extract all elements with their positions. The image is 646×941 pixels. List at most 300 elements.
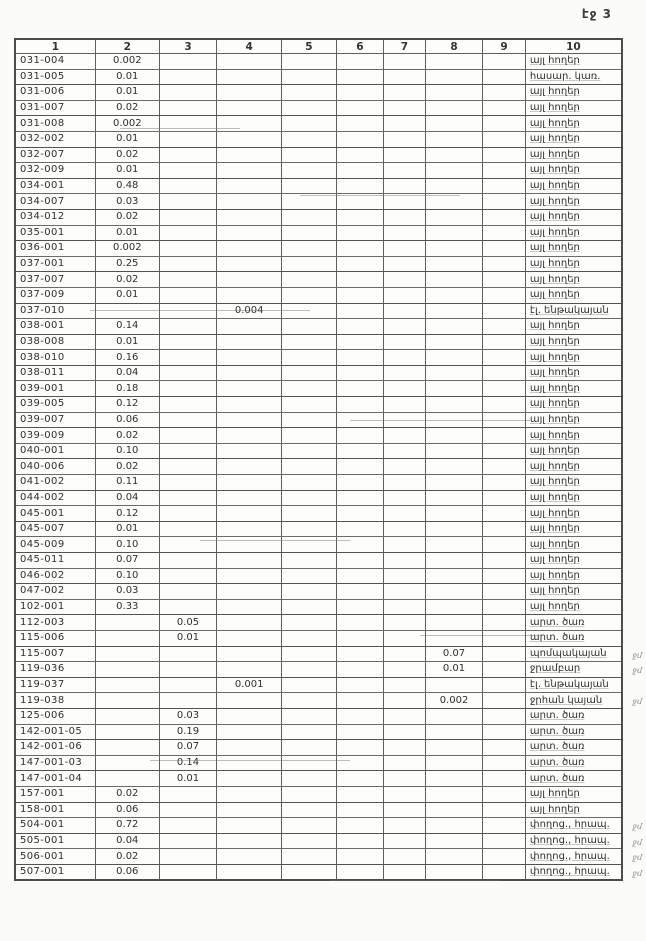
parcel-code: 142-001-05 bbox=[15, 724, 95, 740]
area-value-col-4 bbox=[217, 708, 282, 724]
area-value-col-3 bbox=[159, 272, 217, 288]
scan-artifact bbox=[300, 195, 460, 196]
area-value-col-3: 0.01 bbox=[159, 771, 217, 787]
area-value-col-6 bbox=[336, 241, 384, 257]
col-header-8: 8 bbox=[425, 39, 483, 54]
margin-note: ջմ bbox=[632, 853, 642, 863]
col-header-1: 1 bbox=[15, 39, 95, 54]
area-value-col-2: 0.03 bbox=[95, 194, 159, 210]
land-use-label: այլ հողեր bbox=[529, 413, 580, 425]
table-row bbox=[15, 100, 622, 116]
area-value-col-9 bbox=[483, 443, 525, 459]
table-row bbox=[15, 818, 622, 834]
margin-note: ջմ bbox=[632, 650, 642, 660]
area-value-col-6 bbox=[336, 521, 384, 537]
land-use-cell bbox=[525, 802, 622, 818]
area-value-col-3 bbox=[159, 864, 217, 880]
scan-artifact bbox=[90, 310, 310, 311]
area-value-col-6 bbox=[336, 116, 384, 132]
table-row bbox=[15, 163, 622, 179]
land-use-label: այլ հողեր bbox=[529, 554, 580, 566]
land-use-label: այլ հողեր bbox=[529, 460, 580, 472]
area-value-col-7 bbox=[384, 646, 425, 662]
parcel-code: 046-002 bbox=[15, 568, 95, 584]
land-use-cell bbox=[525, 100, 622, 116]
table-row bbox=[15, 147, 622, 163]
area-value-col-5 bbox=[282, 319, 337, 335]
parcel-code: 504-001 bbox=[15, 818, 95, 834]
parcel-code: 147-001-03 bbox=[15, 755, 95, 771]
land-use-label: այլ հողեր bbox=[529, 164, 580, 176]
table-row bbox=[15, 209, 622, 225]
area-value-col-4 bbox=[217, 568, 282, 584]
col-header-7: 7 bbox=[384, 39, 425, 54]
area-value-col-2: 0.10 bbox=[95, 568, 159, 584]
area-value-col-5 bbox=[282, 365, 337, 381]
area-value-col-5 bbox=[282, 287, 337, 303]
area-value-col-7 bbox=[384, 334, 425, 350]
parcel-code: 040-001 bbox=[15, 443, 95, 459]
area-value-col-2 bbox=[95, 740, 159, 756]
area-value-col-7 bbox=[384, 615, 425, 631]
area-value-col-8 bbox=[425, 755, 483, 771]
area-value-col-4 bbox=[217, 443, 282, 459]
area-value-col-5 bbox=[282, 85, 337, 101]
area-value-col-7 bbox=[384, 443, 425, 459]
land-use-label: փողոց., հրապ. bbox=[529, 850, 610, 862]
area-value-col-2: 0.25 bbox=[95, 256, 159, 272]
area-value-col-4 bbox=[217, 116, 282, 132]
col-header-2: 2 bbox=[95, 39, 159, 54]
area-value-col-9 bbox=[483, 740, 525, 756]
area-value-col-2: 0.02 bbox=[95, 209, 159, 225]
land-use-label: այլ հողեր bbox=[529, 429, 580, 441]
table-row bbox=[15, 724, 622, 740]
area-value-col-6 bbox=[336, 818, 384, 834]
area-value-col-3 bbox=[159, 802, 217, 818]
area-value-col-6 bbox=[336, 771, 384, 787]
area-value-col-2: 0.01 bbox=[95, 287, 159, 303]
land-use-cell bbox=[525, 615, 622, 631]
parcel-code: 507-001 bbox=[15, 864, 95, 880]
land-use-cell bbox=[525, 256, 622, 272]
table-row bbox=[15, 584, 622, 600]
area-value-col-4 bbox=[217, 490, 282, 506]
area-value-col-3: 0.05 bbox=[159, 615, 217, 631]
land-use-cell bbox=[525, 116, 622, 132]
area-value-col-9 bbox=[483, 131, 525, 147]
land-use-label: ջրամբար bbox=[529, 663, 581, 675]
area-value-col-5 bbox=[282, 397, 337, 413]
area-value-col-8 bbox=[425, 381, 483, 397]
area-value-col-8 bbox=[425, 194, 483, 210]
parcel-code: 032-009 bbox=[15, 163, 95, 179]
table-row bbox=[15, 646, 622, 662]
land-use-label: փողոց., հրապ. bbox=[529, 834, 610, 846]
area-value-col-8 bbox=[425, 100, 483, 116]
area-value-col-3: 0.14 bbox=[159, 755, 217, 771]
table-row bbox=[15, 69, 622, 85]
parcel-code: 115-007 bbox=[15, 646, 95, 662]
table-row bbox=[15, 334, 622, 350]
land-use-label: փողոց., հրապ. bbox=[529, 866, 610, 878]
area-value-col-6 bbox=[336, 740, 384, 756]
land-use-cell bbox=[525, 194, 622, 210]
area-value-col-5 bbox=[282, 677, 337, 693]
area-value-col-2: 0.002 bbox=[95, 54, 159, 70]
area-value-col-6 bbox=[336, 662, 384, 678]
area-value-col-9 bbox=[483, 755, 525, 771]
area-value-col-6 bbox=[336, 724, 384, 740]
area-value-col-9 bbox=[483, 802, 525, 818]
area-value-col-6 bbox=[336, 381, 384, 397]
area-value-col-6 bbox=[336, 615, 384, 631]
area-value-col-3 bbox=[159, 786, 217, 802]
area-value-col-7 bbox=[384, 490, 425, 506]
area-value-col-2: 0.02 bbox=[95, 147, 159, 163]
area-value-col-8 bbox=[425, 521, 483, 537]
col-header-9: 9 bbox=[483, 39, 525, 54]
area-value-col-8 bbox=[425, 459, 483, 475]
area-value-col-9 bbox=[483, 319, 525, 335]
area-value-col-9 bbox=[483, 303, 525, 319]
area-value-col-8 bbox=[425, 630, 483, 646]
parcel-code: 032-002 bbox=[15, 131, 95, 147]
area-value-col-7 bbox=[384, 397, 425, 413]
land-use-label: այլ հողեր bbox=[529, 273, 580, 285]
area-value-col-5 bbox=[282, 412, 337, 428]
area-value-col-7 bbox=[384, 818, 425, 834]
area-value-col-7 bbox=[384, 553, 425, 569]
parcel-code: 045-007 bbox=[15, 521, 95, 537]
table-row bbox=[15, 381, 622, 397]
land-use-cell bbox=[525, 443, 622, 459]
area-value-col-5 bbox=[282, 864, 337, 880]
area-value-col-7 bbox=[384, 319, 425, 335]
area-value-col-3 bbox=[159, 818, 217, 834]
land-use-cell bbox=[525, 490, 622, 506]
area-value-col-4 bbox=[217, 319, 282, 335]
area-value-col-7 bbox=[384, 786, 425, 802]
area-value-col-2 bbox=[95, 677, 159, 693]
area-value-col-4 bbox=[217, 256, 282, 272]
area-value-col-3 bbox=[159, 54, 217, 70]
land-use-label: այլ հողեր bbox=[529, 195, 580, 207]
area-value-col-2: 0.01 bbox=[95, 225, 159, 241]
table-row bbox=[15, 833, 622, 849]
area-value-col-4 bbox=[217, 428, 282, 444]
table-row bbox=[15, 864, 622, 880]
area-value-col-8 bbox=[425, 225, 483, 241]
area-value-col-9 bbox=[483, 365, 525, 381]
area-value-col-4: 0.004 bbox=[217, 303, 282, 319]
area-value-col-3 bbox=[159, 553, 217, 569]
area-value-col-7 bbox=[384, 365, 425, 381]
land-use-cell bbox=[525, 178, 622, 194]
area-value-col-3 bbox=[159, 568, 217, 584]
table-row bbox=[15, 272, 622, 288]
area-value-col-9 bbox=[483, 54, 525, 70]
area-value-col-2: 0.02 bbox=[95, 272, 159, 288]
table-row bbox=[15, 256, 622, 272]
land-use-cell bbox=[525, 740, 622, 756]
area-value-col-3 bbox=[159, 178, 217, 194]
land-use-cell bbox=[525, 833, 642, 849]
table-row bbox=[15, 287, 622, 303]
land-use-label: այլ հողեր bbox=[529, 180, 580, 192]
area-value-col-3: 0.07 bbox=[159, 740, 217, 756]
area-value-col-3 bbox=[159, 646, 217, 662]
land-use-label: այլ հողեր bbox=[529, 258, 580, 270]
area-value-col-2: 0.06 bbox=[95, 412, 159, 428]
area-value-col-7 bbox=[384, 131, 425, 147]
area-value-col-7 bbox=[384, 771, 425, 787]
area-value-col-9 bbox=[483, 521, 525, 537]
table-row bbox=[15, 740, 622, 756]
area-value-col-4 bbox=[217, 521, 282, 537]
area-value-col-9 bbox=[483, 677, 525, 693]
area-value-col-5 bbox=[282, 350, 337, 366]
area-value-col-8 bbox=[425, 849, 483, 865]
land-use-cell bbox=[525, 334, 622, 350]
area-value-col-6 bbox=[336, 319, 384, 335]
area-value-col-6 bbox=[336, 568, 384, 584]
table-row bbox=[15, 319, 622, 335]
area-value-col-9 bbox=[483, 178, 525, 194]
parcel-code: 036-001 bbox=[15, 241, 95, 257]
area-value-col-6 bbox=[336, 131, 384, 147]
land-use-label: ջրհան կայան bbox=[529, 694, 603, 706]
area-value-col-8 bbox=[425, 365, 483, 381]
area-value-col-6 bbox=[336, 475, 384, 491]
area-value-col-8 bbox=[425, 708, 483, 724]
area-value-col-7 bbox=[384, 100, 425, 116]
land-use-cell bbox=[525, 428, 622, 444]
table-row bbox=[15, 490, 622, 506]
land-use-label: էլ. ենթակայան bbox=[529, 679, 609, 691]
area-value-col-6 bbox=[336, 287, 384, 303]
area-value-col-2 bbox=[95, 615, 159, 631]
parcel-code: 102-001 bbox=[15, 599, 95, 615]
land-use-cell bbox=[525, 272, 622, 288]
parcel-code: 045-009 bbox=[15, 537, 95, 553]
land-use-cell bbox=[525, 163, 622, 179]
table-row bbox=[15, 615, 622, 631]
land-use-label: այլ հողեր bbox=[529, 289, 580, 301]
area-value-col-9 bbox=[483, 553, 525, 569]
area-value-col-7 bbox=[384, 303, 425, 319]
area-value-col-7 bbox=[384, 350, 425, 366]
land-use-cell bbox=[525, 365, 622, 381]
area-value-col-4 bbox=[217, 69, 282, 85]
land-use-cell bbox=[525, 584, 622, 600]
scan-artifact bbox=[420, 635, 540, 636]
area-value-col-2: 0.11 bbox=[95, 475, 159, 491]
area-value-col-9 bbox=[483, 537, 525, 553]
land-use-cell bbox=[525, 412, 622, 428]
area-value-col-6 bbox=[336, 69, 384, 85]
parcel-code: 031-007 bbox=[15, 100, 95, 116]
area-value-col-8 bbox=[425, 209, 483, 225]
area-value-col-8 bbox=[425, 334, 483, 350]
table-row bbox=[15, 630, 622, 646]
area-value-col-9 bbox=[483, 615, 525, 631]
land-use-cell bbox=[525, 786, 622, 802]
area-value-col-4 bbox=[217, 584, 282, 600]
area-value-col-2: 0.18 bbox=[95, 381, 159, 397]
land-use-label: այլ հողեր bbox=[529, 211, 580, 223]
area-value-col-7 bbox=[384, 85, 425, 101]
scan-artifact bbox=[150, 760, 350, 761]
table-row bbox=[15, 131, 622, 147]
area-value-col-5 bbox=[282, 786, 337, 802]
area-value-col-4 bbox=[217, 334, 282, 350]
area-value-col-9 bbox=[483, 381, 525, 397]
area-value-col-3 bbox=[159, 69, 217, 85]
land-use-label: այլ հողեր bbox=[529, 367, 580, 379]
area-value-col-8 bbox=[425, 85, 483, 101]
parcel-code: 037-010 bbox=[15, 303, 95, 319]
land-use-cell bbox=[525, 287, 622, 303]
table-row bbox=[15, 677, 622, 693]
parcel-code: 045-001 bbox=[15, 506, 95, 522]
parcel-code: 125-006 bbox=[15, 708, 95, 724]
table-row bbox=[15, 849, 622, 865]
area-value-col-2: 0.10 bbox=[95, 443, 159, 459]
land-use-label: այլ հողեր bbox=[529, 601, 580, 613]
area-value-col-6 bbox=[336, 802, 384, 818]
area-value-col-4 bbox=[217, 85, 282, 101]
area-value-col-4 bbox=[217, 131, 282, 147]
area-value-col-5 bbox=[282, 833, 337, 849]
table-row bbox=[15, 553, 622, 569]
area-value-col-4 bbox=[217, 147, 282, 163]
area-value-col-2 bbox=[95, 771, 159, 787]
area-value-col-2: 0.07 bbox=[95, 553, 159, 569]
area-value-col-3 bbox=[159, 693, 217, 709]
table-row bbox=[15, 85, 622, 101]
area-value-col-8 bbox=[425, 272, 483, 288]
land-use-cell bbox=[525, 459, 622, 475]
area-value-col-9 bbox=[483, 662, 525, 678]
land-use-cell bbox=[525, 381, 622, 397]
scan-artifact bbox=[120, 128, 240, 129]
parcel-code: 038-011 bbox=[15, 365, 95, 381]
land-use-label: այլ հողեր bbox=[529, 569, 580, 581]
table-row bbox=[15, 397, 622, 413]
area-value-col-8 bbox=[425, 443, 483, 459]
area-value-col-7 bbox=[384, 708, 425, 724]
area-value-col-9 bbox=[483, 646, 525, 662]
table-row bbox=[15, 350, 622, 366]
area-value-col-6 bbox=[336, 178, 384, 194]
area-value-col-5 bbox=[282, 147, 337, 163]
area-value-col-8 bbox=[425, 116, 483, 132]
area-value-col-2: 0.03 bbox=[95, 584, 159, 600]
area-value-col-3 bbox=[159, 319, 217, 335]
area-value-col-9 bbox=[483, 397, 525, 413]
area-value-col-6 bbox=[336, 256, 384, 272]
area-value-col-8 bbox=[425, 786, 483, 802]
area-value-col-2 bbox=[95, 755, 159, 771]
area-value-col-5 bbox=[282, 693, 337, 709]
area-value-col-3 bbox=[159, 100, 217, 116]
area-value-col-2: 0.06 bbox=[95, 864, 159, 880]
area-value-col-3 bbox=[159, 131, 217, 147]
land-use-label: այլ հողեր bbox=[529, 351, 580, 363]
area-value-col-2 bbox=[95, 724, 159, 740]
area-value-col-4 bbox=[217, 178, 282, 194]
area-value-col-6 bbox=[336, 630, 384, 646]
land-use-cell bbox=[525, 85, 622, 101]
table-row bbox=[15, 178, 622, 194]
land-use-label: այլ հողեր bbox=[529, 803, 580, 815]
table-row bbox=[15, 521, 622, 537]
area-value-col-5 bbox=[282, 209, 337, 225]
area-value-col-4 bbox=[217, 833, 282, 849]
area-value-col-5 bbox=[282, 740, 337, 756]
area-value-col-4 bbox=[217, 459, 282, 475]
area-value-col-5 bbox=[282, 241, 337, 257]
area-value-col-2: 0.02 bbox=[95, 459, 159, 475]
area-value-col-3 bbox=[159, 412, 217, 428]
table-row bbox=[15, 786, 622, 802]
area-value-col-8 bbox=[425, 241, 483, 257]
area-value-col-8 bbox=[425, 864, 483, 880]
area-value-col-6 bbox=[336, 553, 384, 569]
parcel-code: 038-010 bbox=[15, 350, 95, 366]
land-use-label: արտ. ծառ bbox=[529, 632, 585, 644]
area-value-col-5 bbox=[282, 272, 337, 288]
land-use-cell bbox=[525, 303, 622, 319]
area-value-col-9 bbox=[483, 287, 525, 303]
area-value-col-6 bbox=[336, 443, 384, 459]
area-value-col-8 bbox=[425, 771, 483, 787]
area-value-col-7 bbox=[384, 475, 425, 491]
land-use-label: այլ հողեր bbox=[529, 117, 580, 129]
land-use-cell bbox=[525, 397, 622, 413]
area-value-col-3 bbox=[159, 506, 217, 522]
area-value-col-3 bbox=[159, 256, 217, 272]
area-value-col-7 bbox=[384, 241, 425, 257]
area-value-col-7 bbox=[384, 537, 425, 553]
table-row bbox=[15, 443, 622, 459]
land-use-label: արտ. ծառ bbox=[529, 757, 585, 769]
area-value-col-7 bbox=[384, 740, 425, 756]
area-value-col-4 bbox=[217, 365, 282, 381]
land-use-label: այլ հողեր bbox=[529, 55, 580, 67]
parcel-code: 040-006 bbox=[15, 459, 95, 475]
area-value-col-4 bbox=[217, 599, 282, 615]
parcel-code: 031-005 bbox=[15, 69, 95, 85]
area-value-col-8 bbox=[425, 724, 483, 740]
parcel-code: 506-001 bbox=[15, 849, 95, 865]
land-use-label: այլ հողեր bbox=[529, 523, 580, 535]
land-use-cell bbox=[525, 350, 622, 366]
area-value-col-6 bbox=[336, 147, 384, 163]
parcel-code: 142-001-06 bbox=[15, 740, 95, 756]
area-value-col-4 bbox=[217, 786, 282, 802]
area-value-col-9 bbox=[483, 85, 525, 101]
parcel-code: 039-001 bbox=[15, 381, 95, 397]
area-value-col-4 bbox=[217, 646, 282, 662]
area-value-col-7 bbox=[384, 833, 425, 849]
area-value-col-9 bbox=[483, 100, 525, 116]
area-value-col-4 bbox=[217, 381, 282, 397]
area-value-col-2: 0.01 bbox=[95, 521, 159, 537]
land-use-cell bbox=[525, 646, 642, 662]
land-use-cell bbox=[525, 693, 642, 709]
